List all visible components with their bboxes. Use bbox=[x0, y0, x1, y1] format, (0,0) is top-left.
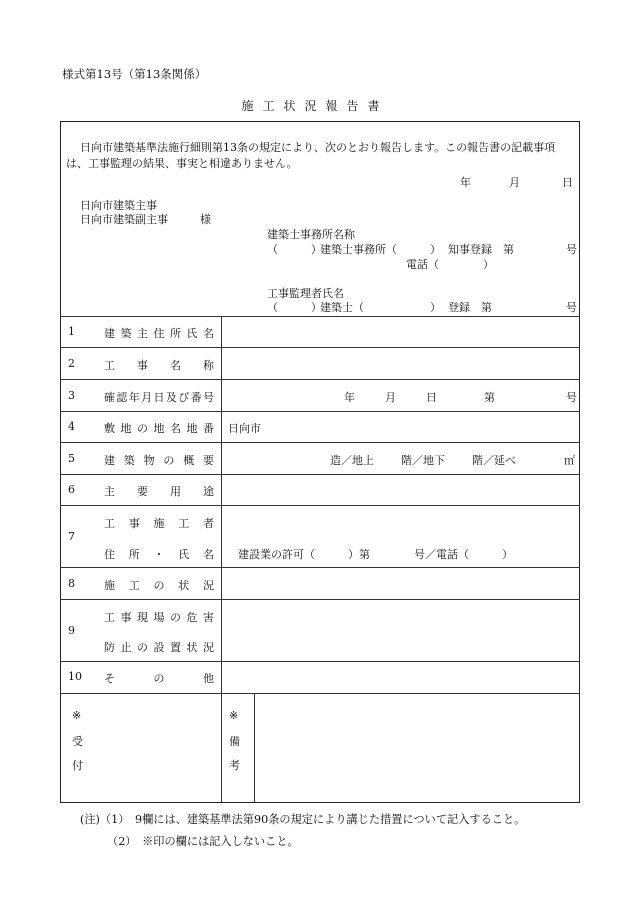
date-year: 年 bbox=[460, 176, 471, 189]
row-label-building: 建築物の概要 bbox=[104, 454, 223, 467]
row-label-hazard: 工事現場の危害 bbox=[104, 611, 220, 624]
form-title: 施工状況報告書 bbox=[241, 99, 389, 113]
row-label-work-name: 工事名称 bbox=[104, 359, 236, 372]
form-number: 様式第13号（第13条関係） bbox=[62, 67, 207, 81]
structure-floor-area: 階／延べ bbox=[472, 454, 516, 467]
row-number: 9 bbox=[68, 624, 75, 637]
row-label-contractor-address: 住所・氏名 bbox=[104, 548, 228, 561]
row-label-use: 主要用途 bbox=[104, 485, 236, 498]
supervisor-paren: （ ） bbox=[267, 301, 322, 314]
office-name-label: 建築士事務所名称 bbox=[267, 228, 355, 241]
row-number: 5 bbox=[68, 452, 75, 465]
row-label-contractor: 工事施工者 bbox=[104, 517, 228, 530]
note-1: (注)（1） 9欄には、建築基準法第90条の規定により講じた措置について記入すること。 bbox=[80, 813, 526, 826]
row-divider bbox=[60, 567, 580, 568]
confirm-year: 年 bbox=[344, 391, 355, 404]
addressee-line-1: 日向市建築主事 bbox=[80, 199, 157, 212]
row-divider bbox=[60, 693, 580, 694]
supervisor-registration: 登録 第 bbox=[448, 301, 492, 314]
note-2: （2） ※印の欄には記入しないこと。 bbox=[107, 835, 299, 848]
row-label-applicant: 建築主住所氏名 bbox=[104, 327, 220, 340]
row-divider bbox=[60, 505, 580, 506]
row-label-status: 施工の状況 bbox=[104, 579, 228, 592]
reception-char-1: 受 bbox=[72, 735, 83, 748]
row-divider bbox=[60, 442, 580, 443]
contractor-license: 建設業の許可（ ）第 号／電話（ ） bbox=[238, 548, 513, 561]
row-number: 1 bbox=[68, 325, 75, 338]
row-divider bbox=[60, 661, 580, 662]
office-phone: 電話（ ） bbox=[406, 258, 494, 271]
reception-char-2: 付 bbox=[72, 759, 83, 772]
office-registration: 知事登録 第 bbox=[448, 243, 514, 256]
row-label-site: 敷地の地名地番 bbox=[104, 422, 220, 435]
row-divider bbox=[60, 379, 580, 380]
office-label: 建築士事務所（ ） bbox=[320, 243, 441, 256]
structure-below: 階／地下 bbox=[401, 454, 445, 467]
reception-mark: ※ bbox=[72, 709, 82, 722]
row-label-confirmation: 確認年月日及び番号 bbox=[104, 391, 216, 404]
confirm-day: 日 bbox=[426, 391, 437, 404]
row-divider bbox=[60, 599, 580, 600]
office-paren: （ ） bbox=[267, 243, 322, 256]
row-number: 8 bbox=[68, 577, 75, 590]
row-divider bbox=[60, 316, 580, 317]
remarks-mark: ※ bbox=[229, 709, 239, 722]
row-label-other: その他 bbox=[104, 672, 253, 685]
supervisor-architect: 建築士（ ） bbox=[320, 301, 441, 314]
row-divider bbox=[60, 411, 580, 412]
addressee-honorific: 様 bbox=[200, 213, 211, 226]
supervisor-reg-no: 号 bbox=[566, 301, 577, 314]
date-day: 日 bbox=[562, 176, 573, 189]
remarks-divider bbox=[254, 693, 255, 802]
row-number: 7 bbox=[68, 530, 75, 543]
site-city: 日向市 bbox=[228, 422, 261, 435]
row-number: 10 bbox=[68, 670, 82, 683]
row-divider bbox=[60, 474, 580, 475]
row-number: 2 bbox=[68, 357, 75, 370]
structure-above: 造／地上 bbox=[330, 454, 374, 467]
row-number: 4 bbox=[68, 420, 75, 433]
date-month: 月 bbox=[509, 176, 520, 189]
intro-line-2: は、工事監理の結果、事実と相違ありません。 bbox=[66, 157, 298, 170]
confirm-month: 月 bbox=[385, 391, 396, 404]
remarks-char-1: 備 bbox=[229, 735, 240, 748]
remarks-char-2: 考 bbox=[229, 759, 240, 772]
row-label-hazard-2: 防止の設置状況 bbox=[104, 641, 220, 654]
intro-line-1: 日向市建築基準法施行細則第13条の規定により、次のとおり報告します。この報告書の記載事項 bbox=[80, 141, 556, 154]
supervisor-name-label: 工事監理者氏名 bbox=[267, 287, 344, 300]
row-number: 6 bbox=[68, 483, 75, 496]
office-reg-no: 号 bbox=[566, 243, 577, 256]
addressee-line-2: 日向市建築副主事 bbox=[80, 213, 168, 226]
confirm-go: 号 bbox=[566, 391, 577, 404]
confirm-dai: 第 bbox=[484, 391, 495, 404]
row-divider bbox=[60, 347, 580, 348]
area-unit: ㎡ bbox=[564, 454, 575, 467]
row-number: 3 bbox=[68, 389, 75, 402]
